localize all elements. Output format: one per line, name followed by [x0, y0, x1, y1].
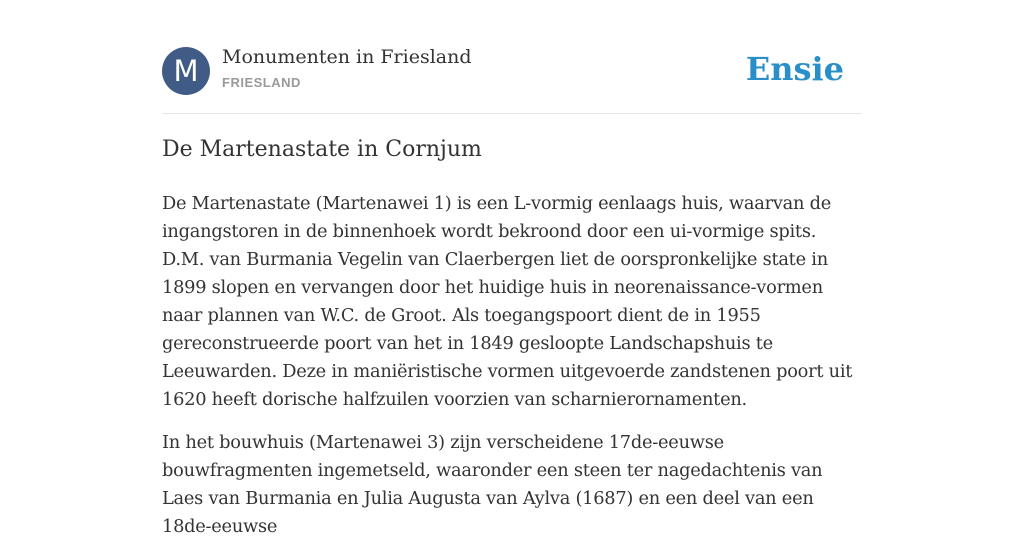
- header-divider: [162, 113, 862, 114]
- article-paragraph: De Martenastate (Martenawei 1) is een L-vormig eenlaags huis, waarvan de ingangstoren in de binnenhoek wordt bekroond door een ui-vormige spits. D.M. van Burmania Vegelin van Claerbergen liet de oorspronkelijke state in 1899 slopen en vervangen door het huidige huis in neorenaissance-vormen naar plannen van W.C. de Groot. Als toegangspoort dient de in 1955 gereconstrueerde poort van het in 1849 gesloopte Landschapshuis te Leeuwarden. Deze in maniëristische vormen uitgevoerde zandstenen poort uit 1620 heeft dorische halfzuilen voorzien van scharnierornamenten.: [162, 193, 853, 410]
- article-paragraph: In het bouwhuis (Martenawei 3) zijn verscheidene 17de-eeuwse bouwfragmenten ingemetseld, waaronder een steen ter nagedachtenis van Laes van Burmania en Julia Augusta van Aylva (1687) en een deel van een 18de-eeuwse: [162, 432, 823, 537]
- avatar[interactable]: M: [162, 47, 210, 95]
- source-subtitle[interactable]: FRIESLAND: [222, 75, 301, 90]
- source-title[interactable]: Monumenten in Friesland: [222, 46, 472, 68]
- ensie-logo[interactable]: Ensie: [745, 50, 844, 88]
- article-body: [162, 190, 862, 556]
- source-header: [162, 46, 862, 96]
- article-title: De Martenastate in Cornjum: [162, 137, 482, 162]
